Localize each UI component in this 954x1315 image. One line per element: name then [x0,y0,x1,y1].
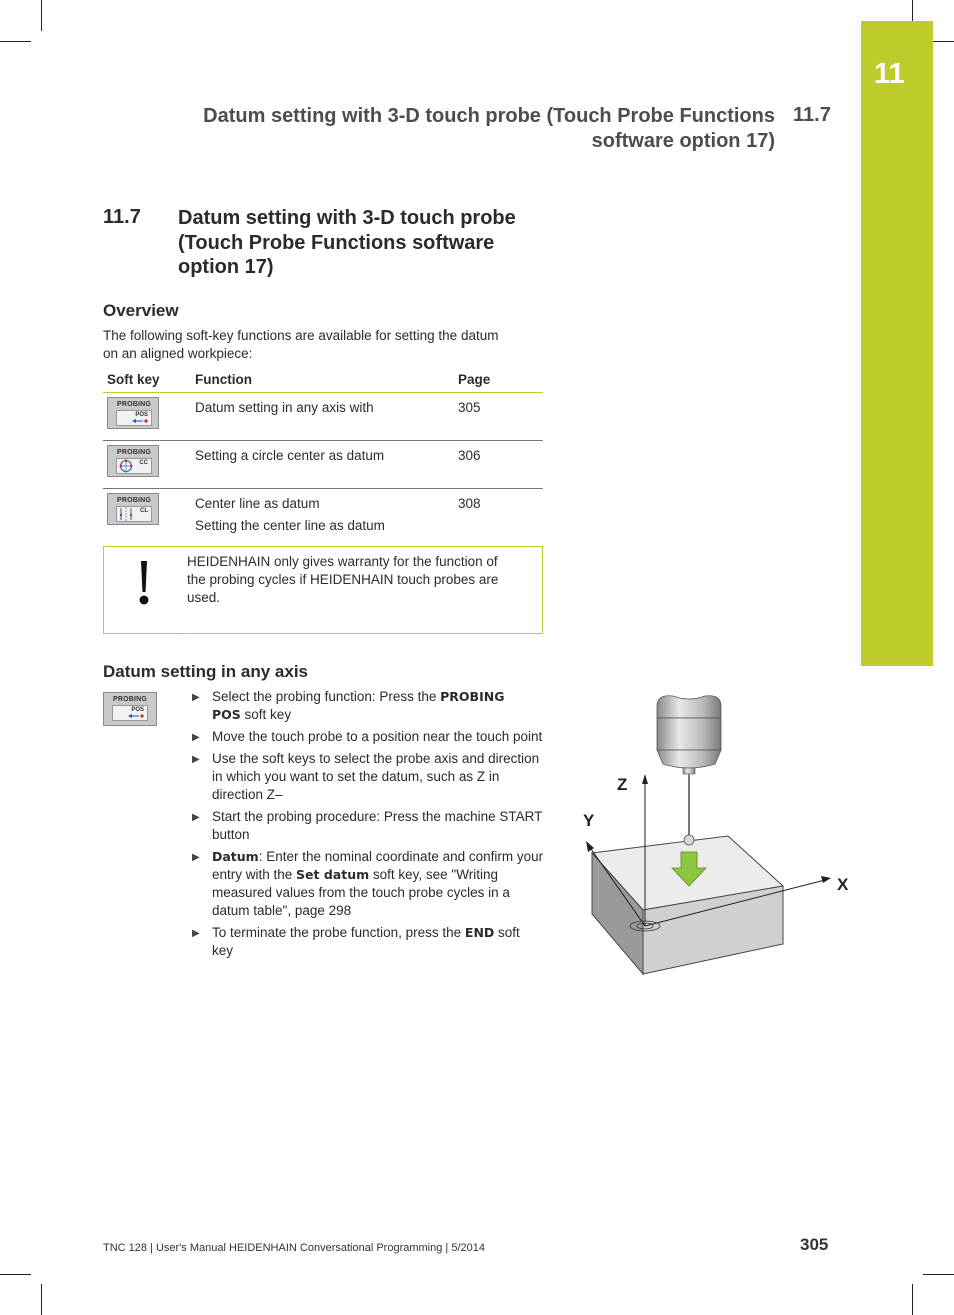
exclamation-icon [134,559,154,605]
step-text: soft key [212,925,520,958]
page-cell [454,393,543,441]
table-row [103,393,543,441]
bullet-arrow-icon: ▶ [192,692,200,703]
note-text [187,553,537,607]
touch-probe-figure [575,688,849,983]
softkey-cc-pictogram [116,458,152,474]
softkey-sublabel: CC [139,460,148,466]
list-item [192,924,544,960]
softkey-cl-pictogram [116,506,152,522]
bullet-arrow-icon: ▶ [192,852,200,863]
page-ref: 308 [458,496,481,511]
bullet-arrow-icon: ▶ [192,928,200,939]
note-line2: the probing cycles if HEIDENHAIN touch probes are [187,572,499,587]
probing-cc-softkey[interactable] [107,445,159,477]
warranty-note [103,546,543,634]
step-text: Start the probing procedure: Press the machine START button [212,809,543,842]
softkey-label: PROBING [117,401,152,408]
section-title-line1: Datum setting with 3-D touch probe [178,207,516,229]
crop-mark [41,1284,42,1315]
page-ref: 306 [458,448,481,463]
step-text: Move the touch probe to a position near the touch point [212,729,543,744]
crop-mark [41,0,42,31]
softkey-sublabel: POS [131,707,144,713]
step-text: Use the soft keys to select the probe axis and direction in which you want to set the datum, such as Z in direction Z– [212,751,540,802]
note-line3: used. [187,590,221,605]
key-name: POS [212,707,241,722]
step-text: To terminate the probe function, press the [212,925,465,940]
page-cell [454,441,543,489]
bullet-arrow-icon: ▶ [192,732,200,743]
probing-cl-softkey[interactable] [107,493,159,525]
step-text: soft key, see "Writing measured values from the touch probe cycles in a datum table", page 298 [212,867,510,918]
crop-mark [933,41,954,42]
running-header-line2: software option 17) [591,130,775,152]
running-header-line1: Datum setting with 3-D touch probe (Touch Probe Functions [203,105,775,127]
bullet-arrow-icon: ▶ [192,754,200,765]
key-name: PROBING [440,689,505,704]
arrow-left-icon [117,411,151,425]
softkey-label: PROBING [117,497,152,504]
header-page: Page [454,368,543,393]
procedure-steps [192,688,544,964]
touch-probe [657,696,721,845]
crop-mark [0,41,31,42]
key-name: END [464,925,495,940]
step-text: Select the probing function: Press the [212,689,441,704]
softkey-label: PROBING [113,696,148,703]
header-softkey: Soft key [103,368,191,393]
page-number: 305 [800,1235,829,1254]
list-item [192,808,544,844]
list-item [192,728,544,746]
function-text: Datum setting in any axis with [195,400,374,415]
section-title [178,206,558,280]
crop-mark [912,1284,913,1315]
softkey-pos-pictogram [116,410,152,426]
center-line-icon [117,507,151,521]
crop-mark [923,1274,954,1275]
table-row [103,441,543,489]
section-title-line3: option 17) [178,256,274,278]
function-cell [191,489,454,544]
chapter-tab [861,21,933,666]
softkey-cell [103,441,191,489]
softkey-table [103,368,543,543]
page-ref: 305 [458,400,481,415]
step-text: : Enter the nominal coordinate and confirm your entry with the [212,849,544,882]
function-cell [191,393,454,441]
softkey-pos-pictogram [112,705,148,721]
section-title-line2: (Touch Probe Functions software [178,231,495,254]
step-text: soft key [240,707,292,722]
key-name: Datum [212,849,259,864]
overview-heading: Overview [103,301,179,320]
softkey-cell [103,393,191,441]
axis-label-y: Y [583,811,595,830]
axis-label-z: Z [617,775,628,794]
running-header-title [180,104,775,154]
softkey-cell [103,489,191,544]
footer-text: TNC 128 | User's Manual HEIDENHAIN Conversational Programming | 5/2014 [103,1242,485,1254]
arrow-left-icon [113,706,147,720]
datum-any-axis-heading: Datum setting in any axis [103,662,308,681]
overview-intro-line2: on an aligned workpiece: [103,346,253,361]
table-header-row [103,368,543,393]
circle-center-icon [117,459,151,473]
axis-label-x: X [837,875,849,894]
softkey-sublabel: POS [135,412,148,418]
crop-mark [0,1274,31,1275]
crop-mark [912,0,913,21]
bullet-arrow-icon: ▶ [192,812,200,823]
softkey-label: PROBING [117,449,152,456]
chapter-number: 11 [874,58,905,90]
probing-pos-softkey[interactable] [103,692,157,726]
header-function: Function [191,368,454,393]
softkey-sublabel: CL [140,508,148,514]
function-text: Setting a circle center as datum [195,448,385,463]
table-row [103,489,543,544]
section-number: 11.7 [103,206,141,228]
overview-intro-line1: The following soft-key functions are available for setting the datum [103,328,499,343]
page-cell [454,489,543,544]
note-line1: HEIDENHAIN only gives warranty for the function of [187,554,498,569]
list-item [192,750,544,804]
key-name: Set datum [296,867,370,882]
list-item [192,688,544,724]
overview-intro [103,327,543,363]
function-cell [191,441,454,489]
list-item [192,848,544,920]
function-text: Center line as datum [195,496,320,511]
probing-pos-softkey[interactable] [107,397,159,429]
function-text-2: Setting the center line as datum [195,518,385,533]
running-header-section: 11.7 [793,104,831,126]
